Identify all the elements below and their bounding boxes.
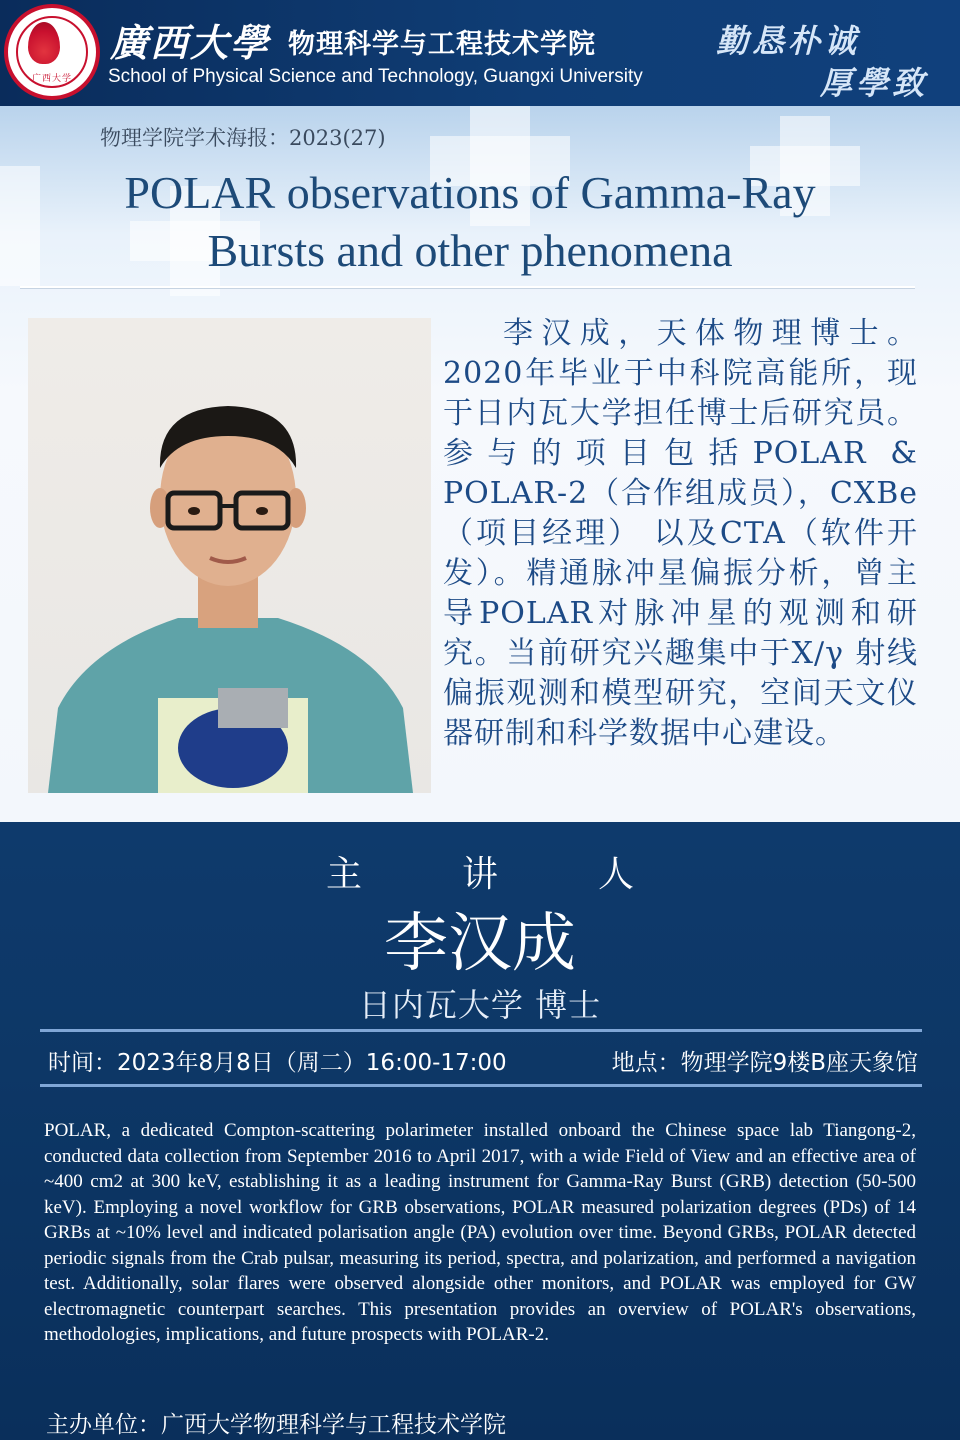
- motto-line-2: 厚學致: [820, 64, 929, 102]
- divider-bottom: [40, 1084, 922, 1087]
- school-name-en: School of Physical Science and Technology, Guangxi University: [108, 66, 643, 87]
- logo-text: 广西大学: [31, 74, 72, 84]
- title-divider: [20, 286, 915, 288]
- speaker-portrait-illustration: [28, 318, 431, 793]
- school-name-cn: 物理科学与工程技术学院: [288, 29, 596, 60]
- talk-abstract: POLAR, a dedicated Compton-scattering polarimeter installed onboard the Chinese space lab Tiangong-2, conducted data collection from September 2016 to April 2017, with a wide Field of View and an effective area of ~400 cm2 at 300 keV, establishing it as a leading instrument for Gamma-Ray Burst (GRB) detection (50-500 keV). Employing a novel workflow for GRB observations, POLAR measured polarization degrees (PDs) of 14 GRBs at ~10% level and indicated polarisation angle (PA) evolution over time. Beyond GRBs, POLAR detected periodic signals from the Crab pulsar, measuring its period, spectra, and polarization, and performed a navigation test. Additionally, solar flares were observed alongside other monitors, and POLAR was employed for GW electromagnetic counterpart searches. This presentation provides an overview of POLAR's observations, methodologies, implications, and future prospects with POLAR-2.: [44, 1120, 916, 1345]
- event-info: [48, 1044, 918, 1077]
- logo-flame-icon: [28, 22, 60, 64]
- host-organization: 主办单位：广西大学物理科学与工程技术学院: [46, 1412, 506, 1438]
- speaker-bio: 李汉成，天体物理博士。2020年毕业于中科院高能所，现于日内瓦大学担任博士后研究员。参与的项目包括POLAR & POLAR-2（合作组成员），CXBe（项目经理） 以及CTA（软件开发）。精通脉冲星偏振分析，曾主导POLAR对脉冲星的观测和研究。当前研究兴趣集中于X/γ 射线偏振观测和模型研究，空间天文仪器研制和科学数据中心建设。: [443, 316, 918, 751]
- university-logo: [4, 4, 100, 100]
- divider-top: [40, 1029, 922, 1032]
- university-name-cn: 廣西大學: [110, 20, 271, 65]
- header-band: [0, 0, 960, 106]
- speaker-name: 李汉成: [384, 907, 576, 981]
- talk-title-line-2: Bursts and other phenomena: [207, 225, 733, 276]
- talk-title-line-1: POLAR observations of Gamma-Ray: [124, 167, 816, 218]
- event-time: 时间：2023年8月8日（周二）16:00-17:00: [48, 1050, 507, 1076]
- event-location: 地点：物理学院9楼B座天象馆: [611, 1050, 918, 1076]
- details-section: [0, 822, 960, 1440]
- intro-panel: [0, 106, 960, 822]
- motto-line-1: 勤恳朴诚: [716, 22, 861, 60]
- speaker-label: 主讲人: [325, 854, 734, 895]
- speaker-photo: [28, 318, 431, 793]
- talk-title: [20, 164, 920, 280]
- poster-number: 物理学院学术海报：2023(27): [100, 126, 386, 150]
- speaker-affiliation: 日内瓦大学 博士: [358, 986, 602, 1024]
